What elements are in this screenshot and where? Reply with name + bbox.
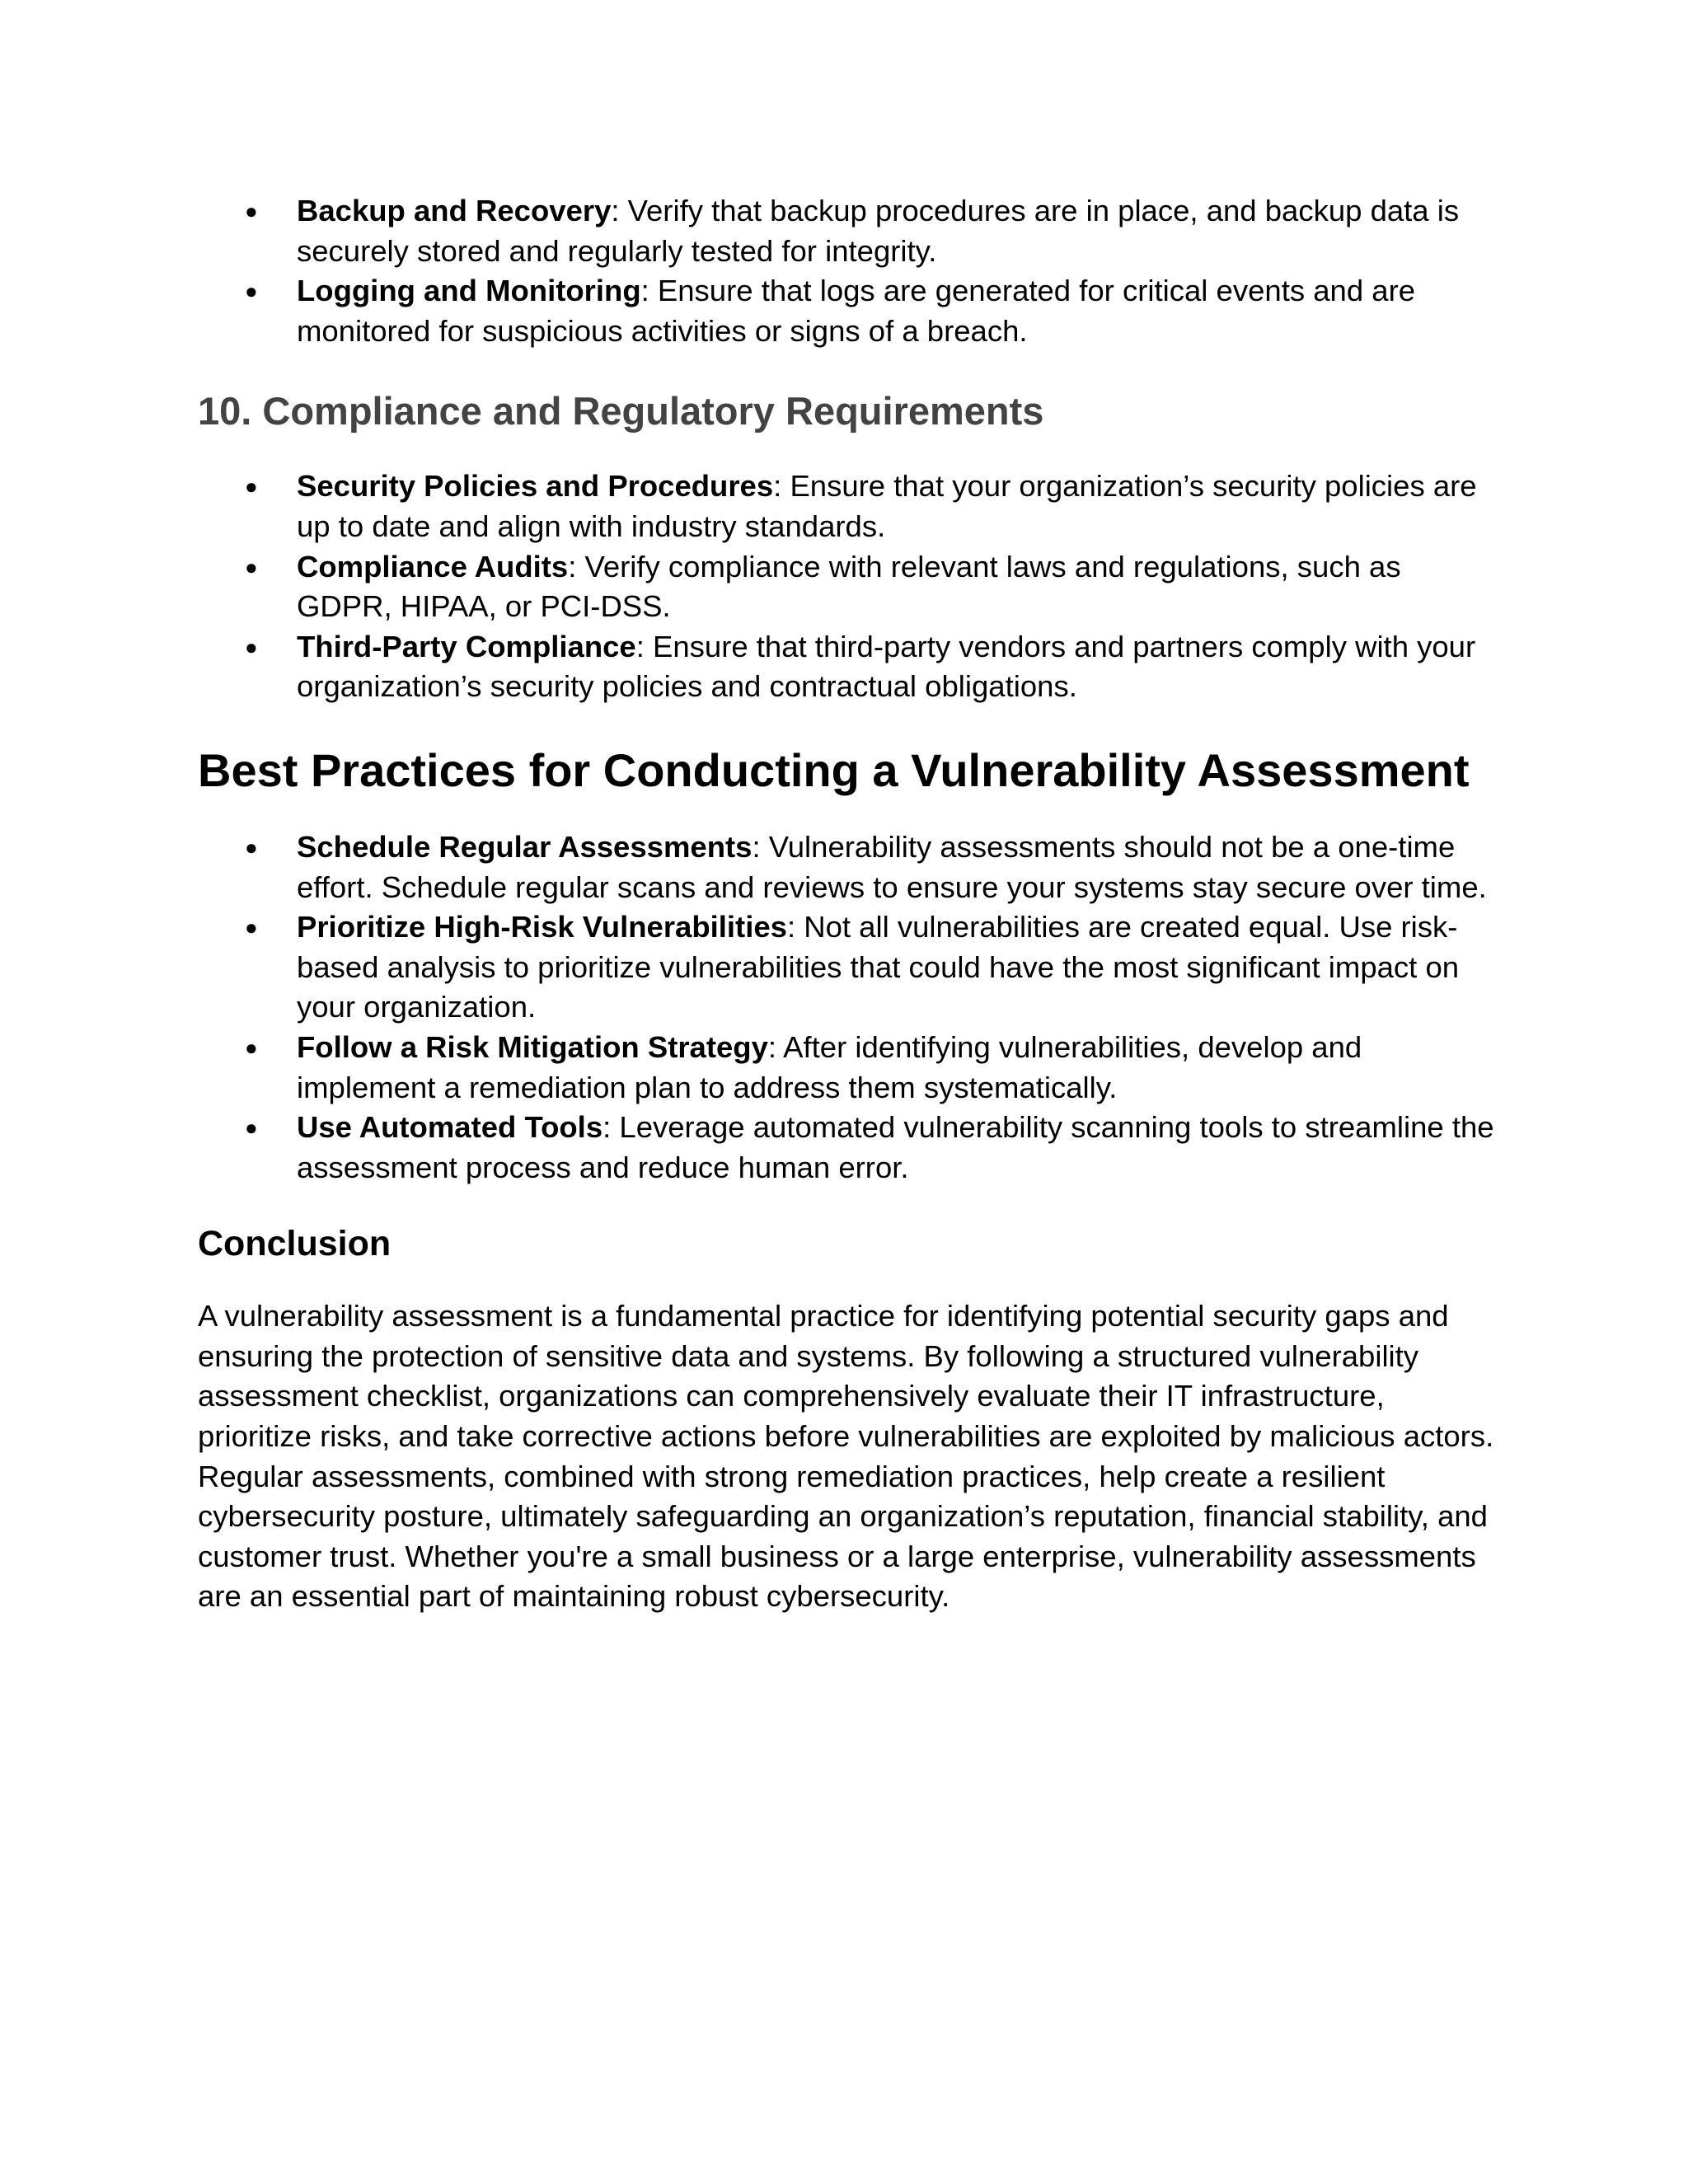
section-heading-compliance: 10. Compliance and Regulatory Requirements (198, 389, 1044, 434)
compliance-bullet-list (198, 466, 1504, 707)
list-item-term: Security Policies and Procedures (297, 469, 774, 504)
list-item-logging-monitoring (198, 271, 1504, 351)
conclusion-paragraph: A vulnerability assessment is a fundamental practice for identifying potential security gaps and ensuring the protection of sensitive data and systems. By following a structured vulnerability assessment checklist, organizations can comprehensively evaluate their IT infrastructure, prioritize risks, and take corrective actions before vulnerabilities are exploited by malicious actors. Regular assessments, combined with strong remediation practices, help create a resilient cybersecurity posture, ultimately safeguarding an organization’s reputation, financial stability, and customer trust. Whether you're a small business or a large enterprise, vulnerability assessments are an essential part of maintaining robust cybersecurity. (198, 1299, 1494, 1614)
list-item-term: Backup and Recovery (297, 194, 612, 227)
list-item-term: Follow a Risk Mitigation Strategy (297, 1029, 768, 1064)
list-item-text: : Verify that backup procedures are in place, and backup data is securely stored and regularly tested for integrity. (297, 194, 1460, 268)
bullet-icon: ● (245, 474, 258, 499)
list-item-text: : Vulnerability assessments should not be a one-time effort. Schedule regular scans and reviews to ensure your systems stay secure over time. (297, 829, 1487, 904)
list-item-term: Compliance Audits (297, 549, 569, 583)
bullet-icon: ● (245, 554, 258, 579)
list-item-risk-mitigation (198, 1028, 1504, 1108)
bullet-icon: ● (245, 279, 258, 304)
list-item-term: Prioritize High-Risk Vulnerabilities (297, 910, 787, 944)
list-item-text: : Ensure that your organization’s security policies are up to date and align with industry standards. (297, 469, 1477, 543)
list-item-text: : Ensure that third-party vendors and partners comply with your organization’s security policies and contractual obligations. (297, 629, 1476, 704)
list-item-term: Use Automated Tools (297, 1110, 603, 1145)
list-item-backup-recovery (198, 191, 1504, 271)
list-item-text: : After identifying vulnerabilities, develop and implement a remediation plan to address them systematically. (297, 1029, 1362, 1104)
bullet-icon: ● (245, 1115, 258, 1141)
top-bullet-list (198, 191, 1504, 351)
heading-conclusion: Conclusion (198, 1224, 392, 1264)
list-item-text: : Verify compliance with relevant laws and regulations, such as GDPR, HIPAA, or PCI-DSS. (297, 549, 1401, 624)
bullet-icon: ● (245, 634, 258, 659)
list-item-automated-tools (198, 1108, 1504, 1188)
bullet-icon: ● (245, 834, 258, 860)
list-item-text: : Leverage automated vulnerability scanning tools to streamline the assessment process and reduce human error. (297, 1110, 1494, 1184)
list-item-text: : Not all vulnerabilities are created equal. Use risk-based analysis to prioritize vulnerabilities that could have the most significant impact on your organization. (297, 910, 1460, 1024)
list-item-term: Schedule Regular Assessments (297, 829, 753, 864)
list-item-text: : Ensure that logs are generated for critical events and are monitored for suspicious activities or signs of a breach. (297, 274, 1416, 348)
list-item-schedule-assessments (198, 827, 1504, 907)
bullet-icon: ● (245, 915, 258, 940)
best-practices-bullet-list (198, 827, 1504, 1188)
bullet-icon: ● (245, 1034, 258, 1060)
document-page (198, 191, 1504, 1617)
list-item-term: Third-Party Compliance (297, 629, 636, 663)
list-item-security-policies (198, 466, 1504, 546)
list-item-compliance-audits (198, 547, 1504, 627)
heading-best-practices: Best Practices for Conducting a Vulnerability Assessment (198, 743, 1470, 796)
list-item-prioritize-high-risk (198, 907, 1504, 1028)
list-item-third-party-compliance (198, 627, 1504, 707)
list-item-term: Logging and Monitoring (297, 274, 641, 308)
bullet-icon: ● (245, 199, 258, 223)
